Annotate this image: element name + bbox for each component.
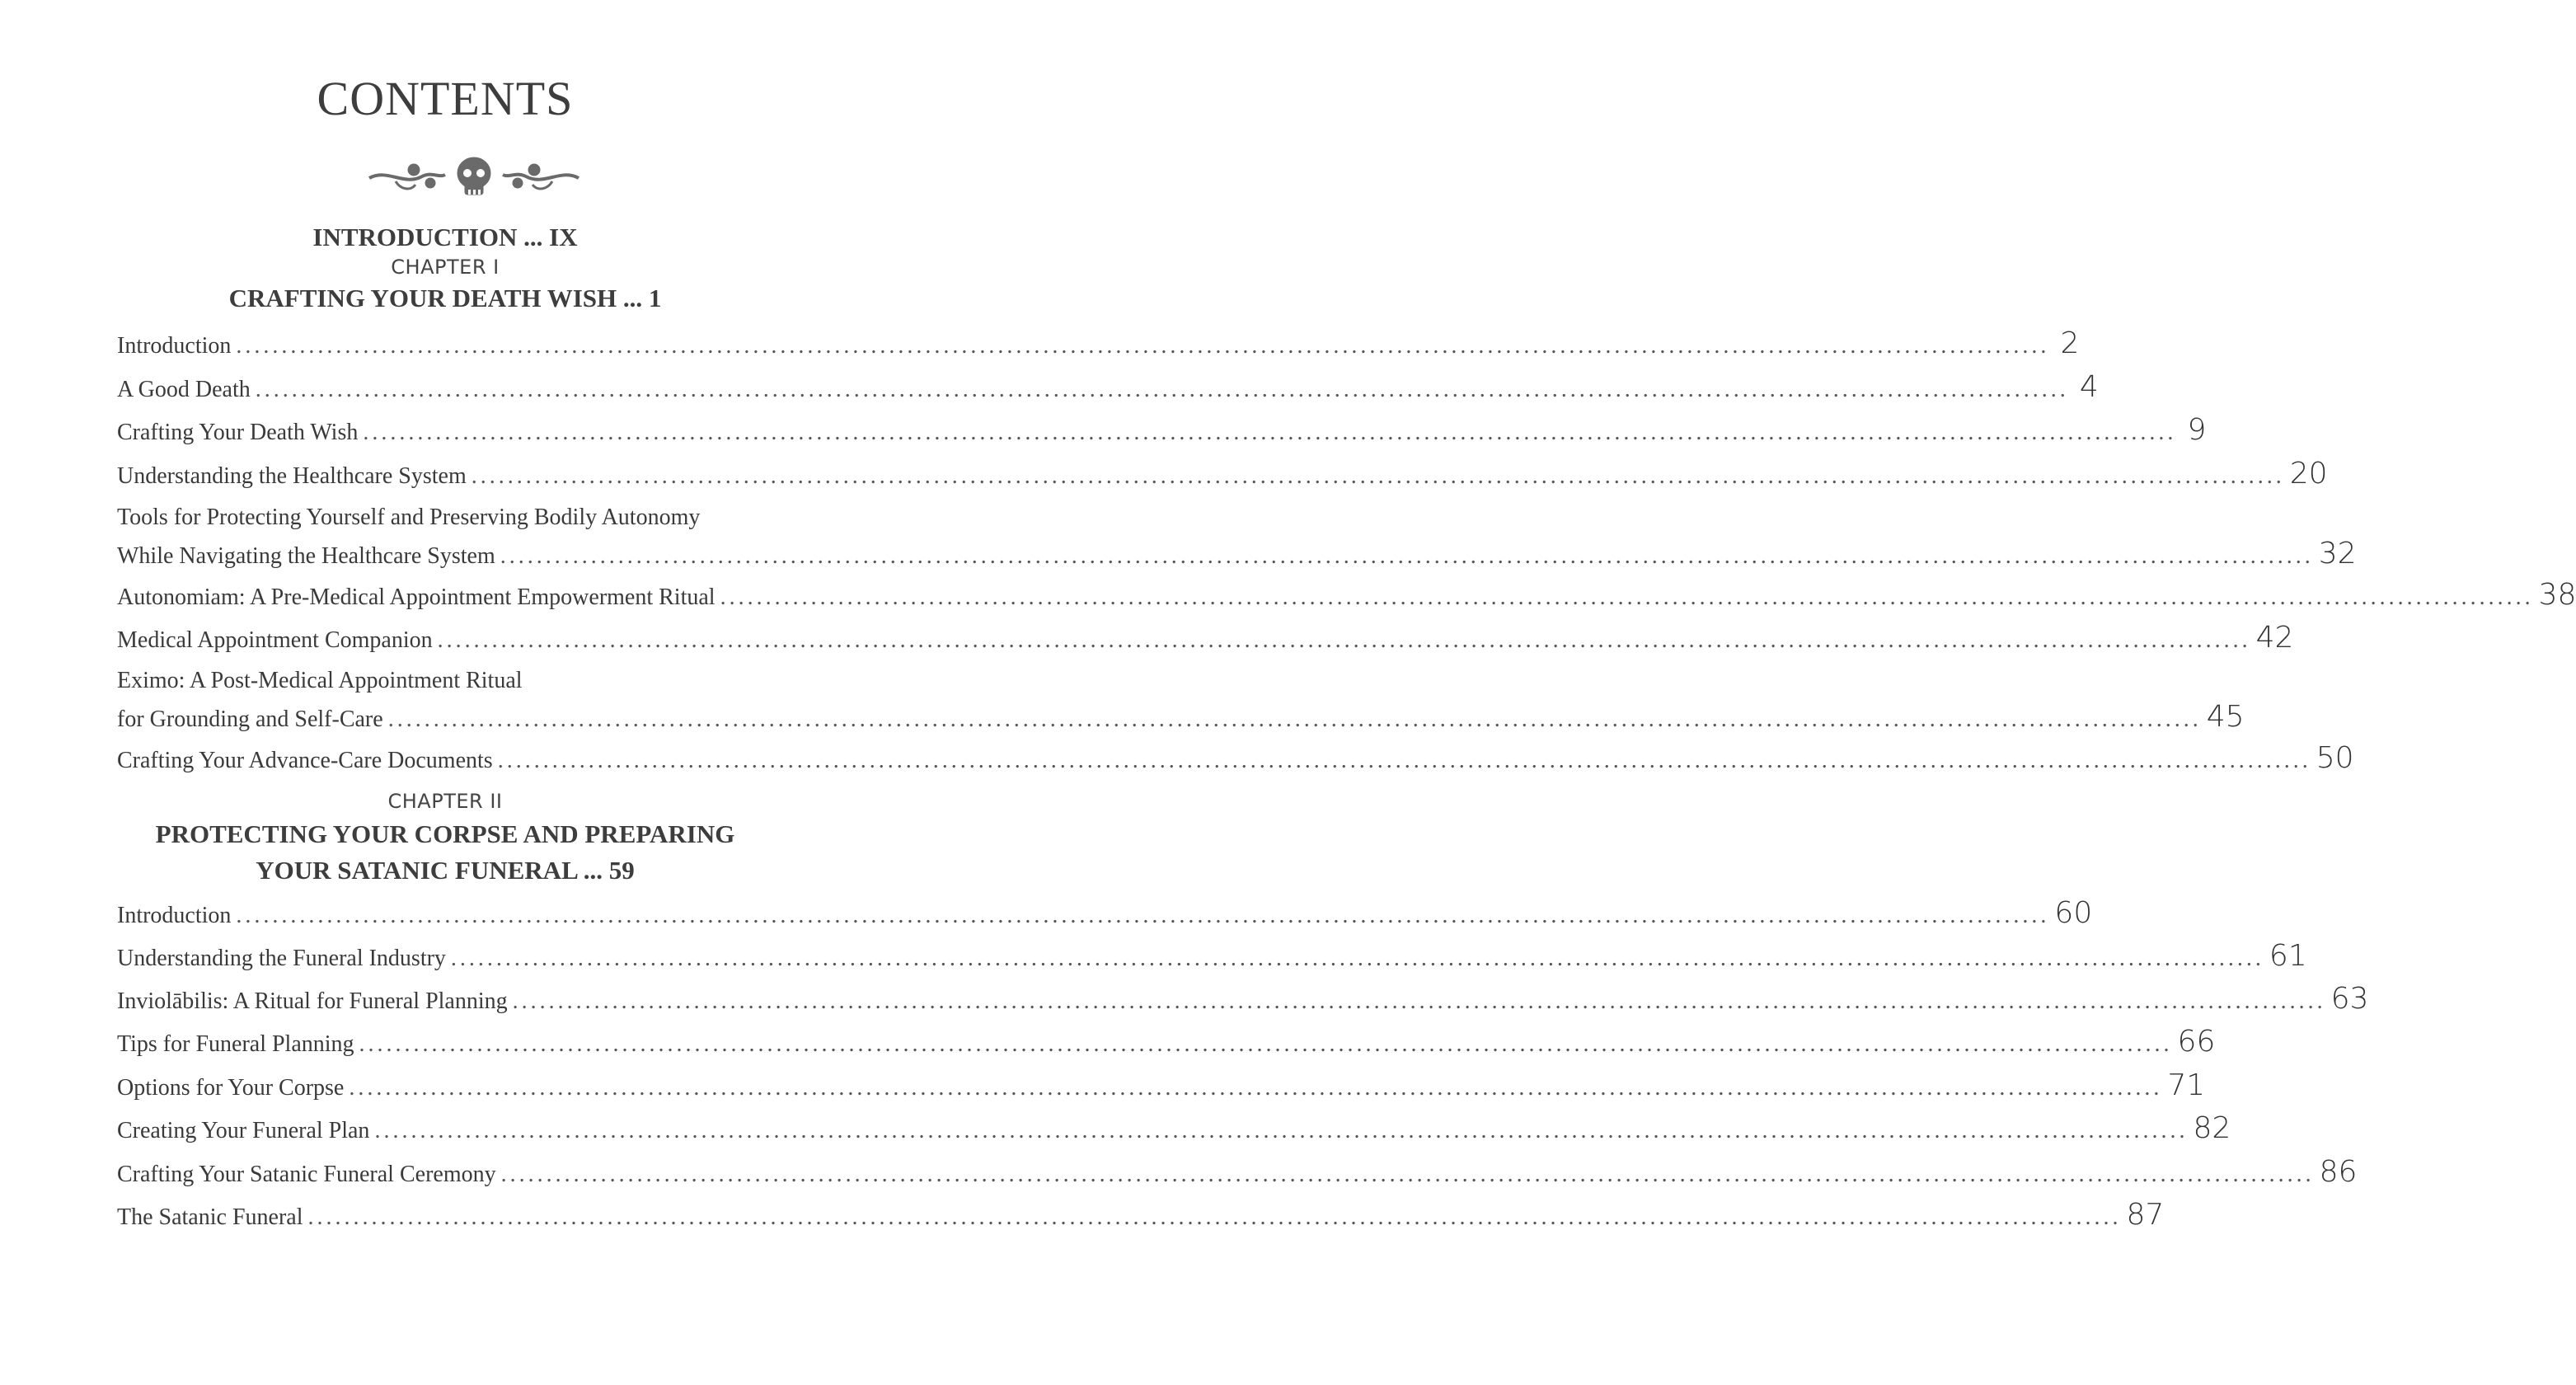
toc-page-number: 4 xyxy=(2079,370,2099,404)
toc-entry-title: A Good Death xyxy=(117,377,251,402)
skull-flourish-ornament-icon xyxy=(363,153,585,203)
toc-entry[interactable] xyxy=(117,938,2307,977)
toc-entry[interactable] xyxy=(117,1110,2231,1149)
toc-entry[interactable] xyxy=(117,500,2357,575)
toc-entry-title: Autonomiam: A Pre-Medical Appointment Empowerment Ritual xyxy=(117,585,716,610)
toc-entry-title: Tips for Funeral Planning xyxy=(117,1031,354,1057)
introduction-heading: INTRODUCTION ... IX xyxy=(312,223,578,251)
dot-leader: ........................................................................................................................................................................................................ xyxy=(500,543,2314,569)
toc-entry[interactable] xyxy=(117,369,2099,408)
toc-entry[interactable] xyxy=(117,1024,2216,1063)
toc-entry-title: Eximo: A Post-Medical Appointment Ritual xyxy=(117,668,523,693)
dot-leader: ........................................................................................................................................................................................................ xyxy=(363,420,2177,445)
toc-entry-title: Crafting Your Satanic Funeral Ceremony xyxy=(117,1162,496,1187)
toc-page-number: 60 xyxy=(2054,896,2093,930)
toc-entry-title: for Grounding and Self-Care xyxy=(117,707,383,732)
toc-page-number: 2 xyxy=(2060,326,2080,360)
toc-page-number: 61 xyxy=(2269,939,2307,973)
chapter-title-line: YOUR SATANIC FUNERAL ... 59 xyxy=(256,856,635,885)
toc-entry[interactable] xyxy=(117,1197,2165,1236)
dot-leader: ........................................................................................................................................................................................................ xyxy=(500,1162,2315,1187)
toc-entry-title: Creating Your Funeral Plan xyxy=(117,1118,370,1143)
page-title: CONTENTS xyxy=(317,72,574,125)
dot-leader: ........................................................................................................................................................................................................ xyxy=(255,377,2069,402)
toc-entry-title: The Satanic Funeral xyxy=(117,1204,303,1230)
dot-leader: ........................................................................................................................................................................................................ xyxy=(720,585,2534,610)
toc-page-number: 42 xyxy=(2255,621,2294,655)
toc-page-number: 20 xyxy=(2289,457,2328,491)
toc-page-number: 87 xyxy=(2126,1198,2165,1232)
toc-page-number: 71 xyxy=(2167,1068,2206,1102)
dot-leader: ........................................................................................................................................................................................................ xyxy=(349,1075,2163,1101)
toc-entry-title: While Navigating the Healthcare System xyxy=(117,543,495,569)
toc-page-number: 50 xyxy=(2316,741,2354,775)
chapter-label: CHAPTER II xyxy=(387,790,503,813)
toc-entry-title: Medical Appointment Companion xyxy=(117,627,433,653)
toc-entry[interactable] xyxy=(117,1068,2206,1106)
dot-leader: ........................................................................................................................................................................................................ xyxy=(497,748,2311,773)
toc-entry-title: Tools for Protecting Yourself and Preserving Bodily Autonomy xyxy=(117,505,701,530)
toc-entry-title: Introduction xyxy=(117,903,232,928)
toc-page-number: 38 xyxy=(2538,578,2576,612)
toc-entry-title: Inviolābilis: A Ritual for Funeral Planning xyxy=(117,988,508,1014)
dot-leader: ........................................................................................................................................................................................................ xyxy=(307,1204,2122,1230)
toc-entry[interactable] xyxy=(117,1154,2358,1193)
toc-entry-title: Understanding the Healthcare System xyxy=(117,463,467,489)
toc-entry[interactable] xyxy=(117,577,2576,616)
dot-leader: ........................................................................................................................................................................................................ xyxy=(236,903,2050,928)
dot-leader: ........................................................................................................................................................................................................ xyxy=(374,1118,2189,1143)
toc-entry[interactable] xyxy=(117,456,2328,495)
toc-entry-title: Crafting Your Death Wish xyxy=(117,420,359,445)
toc-page-number: 45 xyxy=(2206,700,2245,734)
toc-entry[interactable] xyxy=(117,412,2207,451)
toc-page-number: 82 xyxy=(2193,1111,2231,1145)
toc-entry-title: Crafting Your Advance-Care Documents xyxy=(117,748,493,773)
chapter-title-line: PROTECTING YOUR CORPSE AND PREPARING xyxy=(155,819,735,848)
toc-page-number: 9 xyxy=(2187,413,2207,447)
chapter-label: CHAPTER I xyxy=(391,256,500,279)
toc-page-number: 63 xyxy=(2330,982,2369,1016)
toc-entry-title: Introduction xyxy=(117,333,232,359)
toc-entry-title: Understanding the Funeral Industry xyxy=(117,946,446,971)
toc-entry[interactable] xyxy=(117,895,2093,934)
toc-entry[interactable] xyxy=(117,740,2354,779)
toc-entry[interactable] xyxy=(117,326,2080,364)
chapter-title-line: CRAFTING YOUR DEATH WISH ... 1 xyxy=(228,284,662,312)
dot-leader: ........................................................................................................................................................................................................ xyxy=(450,946,2264,971)
toc-entry[interactable] xyxy=(117,620,2294,659)
chapter-title xyxy=(0,816,890,889)
chapter-title xyxy=(0,280,890,317)
toc-entry-title: Options for Your Corpse xyxy=(117,1075,345,1101)
toc-entry[interactable] xyxy=(117,981,2369,1020)
dot-leader: ........................................................................................................................................................................................................ xyxy=(512,988,2326,1014)
toc-page-number: 86 xyxy=(2319,1155,2358,1189)
dot-leader: ........................................................................................................................................................................................................ xyxy=(387,707,2202,732)
toc-entry[interactable] xyxy=(117,663,2245,738)
toc-page-number: 66 xyxy=(2177,1025,2216,1059)
dot-leader: ........................................................................................................................................................................................................ xyxy=(471,463,2285,489)
dot-leader: ........................................................................................................................................................................................................ xyxy=(236,333,2050,359)
dot-leader: ........................................................................................................................................................................................................ xyxy=(437,627,2251,653)
dot-leader: ........................................................................................................................................................................................................ xyxy=(359,1031,2173,1057)
toc-page-number: 32 xyxy=(2318,537,2357,570)
